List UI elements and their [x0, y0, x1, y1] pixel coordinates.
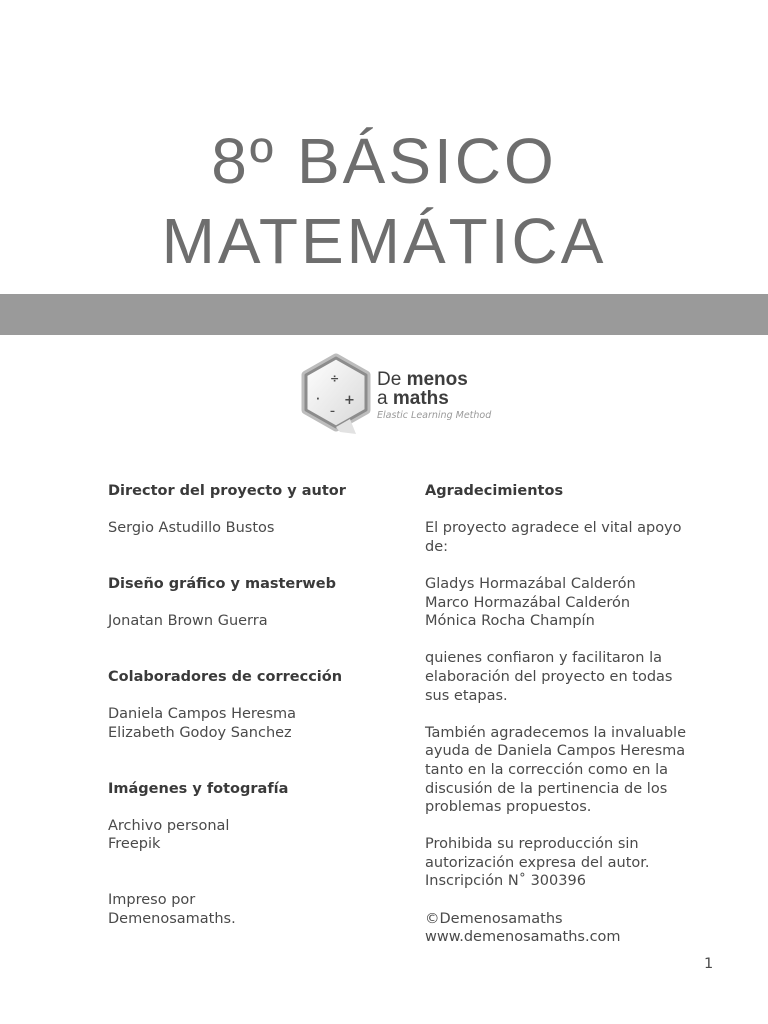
logo-word-menos: menos [406, 369, 468, 390]
design-name: Jonatan Brown Guerra [108, 613, 268, 630]
page-number: 1 [704, 956, 714, 972]
image-source: Freepik [108, 836, 161, 853]
svg-text:+: + [344, 393, 355, 408]
thanks-paragraph-line: sus etapas. [425, 687, 508, 704]
logo-line-1 [377, 370, 468, 389]
director-heading: Director del proyecto y autor [108, 483, 346, 499]
title-line-2: MATEMÁTICA [161, 205, 607, 277]
logo-wordmark [377, 370, 468, 408]
thanks-intro-line: El proyecto agradece el vital apoyo [425, 520, 682, 537]
image-source: Archivo personal [108, 817, 230, 834]
thanks-name: Gladys Hormazábal Calderón [425, 575, 636, 592]
also-thanks-line: discusión de la pertinencia de los [425, 780, 668, 797]
website-link[interactable]: www.demenosamaths.com [425, 929, 621, 946]
brand-logo [300, 352, 500, 442]
copyright-notice-line: Prohibida su reproducción sin [425, 836, 639, 853]
collaborator-name: Daniela Campos Heresma [108, 706, 297, 723]
svg-text:·: · [316, 394, 320, 405]
svg-text:÷: ÷ [330, 372, 340, 385]
logo-line-2 [377, 389, 468, 408]
copyright-notice-line: autorización expresa del autor. [425, 854, 650, 871]
thanks-name: Mónica Rocha Champín [425, 613, 595, 630]
thanks-name: Marco Hormazábal Calderón [425, 594, 631, 611]
logo-word-a: a [377, 388, 393, 409]
copyright-holder: ©Demenosamaths [425, 910, 563, 927]
thanks-paragraph-line: elaboración del proyecto en todas [425, 668, 673, 685]
logo-tagline: Elastic Learning Method [377, 410, 492, 421]
acknowledgements-heading: Agradecimientos [425, 483, 564, 499]
collaborators-heading: Colaboradores de corrección [108, 668, 343, 685]
logo-word-maths: maths [392, 388, 449, 409]
svg-text:–: – [330, 406, 335, 417]
director-name: Sergio Astudillo Bustos [108, 520, 275, 537]
printed-by-line: Demenosamaths. [108, 910, 236, 927]
also-thanks-line: ayuda de Daniela Campos Heresma [425, 743, 686, 760]
title-line-1: 8º BÁSICO [211, 125, 557, 197]
design-heading: Diseño gráfico y masterweb [108, 575, 337, 592]
also-thanks-line: problemas propuestos. [425, 799, 592, 816]
credits-left-column [108, 482, 388, 928]
thanks-intro-line: de: [425, 538, 449, 555]
also-thanks-line: tanto en la corrección como en la [425, 761, 669, 778]
images-heading: Imágenes y fotografía [108, 780, 289, 797]
printed-by-line: Impreso por [108, 892, 196, 909]
collaborator-name: Elizabeth Godoy Sanchez [108, 724, 292, 741]
gray-divider-band [0, 294, 768, 335]
logo-word-de: De [377, 369, 407, 390]
hexagon-dice-logo-icon [300, 352, 372, 438]
registration-number: Inscripción N˚ 300396 [425, 873, 586, 890]
credits-right-column [425, 482, 715, 947]
thanks-paragraph-line: quienes confiaron y facilitaron la [425, 650, 663, 667]
also-thanks-line: También agradecemos la invaluable [425, 724, 686, 741]
